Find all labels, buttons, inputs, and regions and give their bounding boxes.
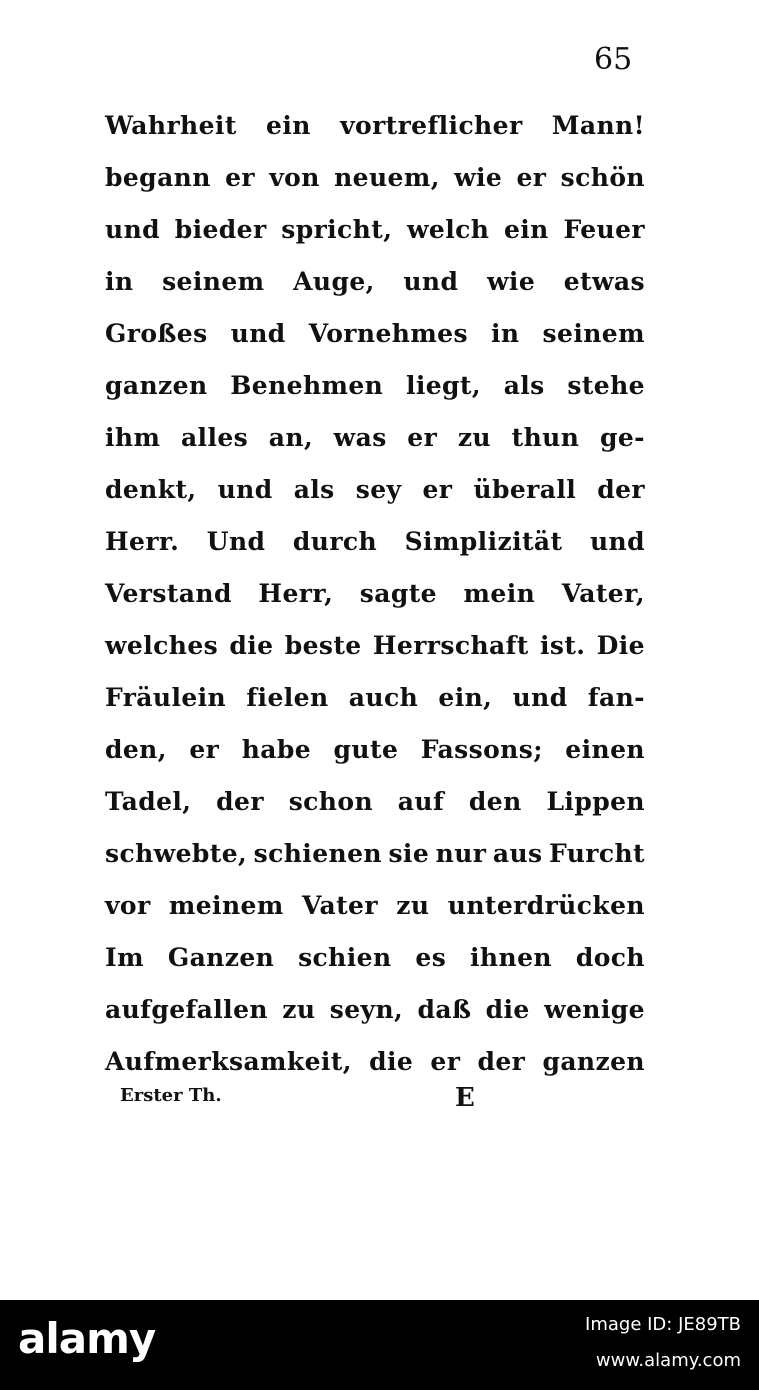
word: stehe bbox=[567, 371, 645, 400]
word: Tadel, bbox=[105, 787, 192, 816]
word: seinem bbox=[162, 267, 265, 296]
word: nur bbox=[435, 839, 487, 868]
word: Aufmerksamkeit, bbox=[105, 1047, 352, 1076]
stock-watermark-bar bbox=[0, 1300, 759, 1390]
word: überall bbox=[473, 475, 577, 504]
word: sie bbox=[388, 839, 430, 868]
word: vor bbox=[105, 891, 151, 920]
word: und bbox=[105, 215, 161, 244]
word: Herrschaft bbox=[372, 631, 529, 660]
word: Vater bbox=[302, 891, 378, 920]
word: schwebte, bbox=[105, 839, 248, 868]
word: mein bbox=[463, 579, 536, 608]
word: Ganzen bbox=[167, 943, 275, 972]
word: habe bbox=[241, 735, 312, 764]
word: Die bbox=[596, 631, 645, 660]
word: wie bbox=[487, 267, 536, 296]
word: und bbox=[589, 527, 645, 556]
text-line bbox=[105, 152, 645, 204]
text-line bbox=[105, 984, 645, 1036]
word: ist. bbox=[539, 631, 586, 660]
text-line bbox=[105, 568, 645, 620]
text-line bbox=[105, 776, 645, 828]
word: ein bbox=[503, 215, 549, 244]
word: einen bbox=[565, 735, 645, 764]
word: sey bbox=[355, 475, 402, 504]
word: seinem bbox=[542, 319, 645, 348]
text-line bbox=[105, 724, 645, 776]
word: ge- bbox=[599, 423, 645, 452]
signature-mark-text: Erster Th. bbox=[120, 1085, 222, 1106]
word: schon bbox=[288, 787, 374, 816]
word: es bbox=[415, 943, 447, 972]
word: was bbox=[333, 423, 387, 452]
word: auf bbox=[397, 787, 445, 816]
word: spricht, bbox=[281, 215, 393, 244]
word: und bbox=[217, 475, 273, 504]
word: Verstand bbox=[105, 579, 232, 608]
word: beste bbox=[284, 631, 362, 660]
word: Benehmen bbox=[230, 371, 384, 400]
text-line bbox=[105, 308, 645, 360]
word: die bbox=[485, 995, 530, 1024]
word: etwas bbox=[563, 267, 645, 296]
stock-logo: alamy bbox=[18, 1314, 156, 1363]
word: daß bbox=[417, 995, 472, 1024]
word: in bbox=[105, 267, 134, 296]
word: die bbox=[369, 1047, 414, 1076]
stock-image-id: Image ID: JE89TB bbox=[585, 1314, 741, 1335]
word: schien bbox=[298, 943, 392, 972]
word: Und bbox=[206, 527, 266, 556]
word: gute bbox=[333, 735, 399, 764]
word: Fräulein bbox=[105, 683, 227, 712]
word: er bbox=[407, 423, 438, 452]
word: welch bbox=[406, 215, 490, 244]
word: er bbox=[422, 475, 453, 504]
word: er bbox=[225, 163, 255, 192]
word: unterdrücken bbox=[447, 891, 645, 920]
word: er bbox=[189, 735, 220, 764]
word: Simplizität bbox=[404, 527, 563, 556]
word: Herr, bbox=[258, 579, 334, 608]
word: der bbox=[597, 475, 645, 504]
word: Auge, bbox=[293, 267, 375, 296]
word: Fassons; bbox=[420, 735, 543, 764]
text-line bbox=[105, 828, 645, 880]
word: denkt, bbox=[105, 475, 197, 504]
word: ganzen bbox=[105, 371, 208, 400]
word: Vater, bbox=[561, 579, 645, 608]
text-line bbox=[105, 516, 645, 568]
body-text bbox=[105, 100, 645, 1088]
text-line bbox=[105, 256, 645, 308]
word: schienen bbox=[253, 839, 382, 868]
text-line bbox=[105, 412, 645, 464]
word: welches bbox=[105, 631, 219, 660]
word: auch bbox=[348, 683, 419, 712]
word: zu bbox=[396, 891, 430, 920]
text-line bbox=[105, 360, 645, 412]
word: als bbox=[293, 475, 335, 504]
word: der bbox=[477, 1047, 526, 1076]
word: ihm bbox=[105, 423, 161, 452]
word: und bbox=[512, 683, 568, 712]
word: zu bbox=[282, 995, 316, 1024]
word: schön bbox=[560, 163, 645, 192]
word: an, bbox=[268, 423, 314, 452]
word: den bbox=[468, 787, 522, 816]
word: Lippen bbox=[546, 787, 645, 816]
signature-letter: E bbox=[455, 1083, 475, 1113]
word: fan- bbox=[587, 683, 645, 712]
page-number: 65 bbox=[594, 42, 633, 77]
word: der bbox=[216, 787, 264, 816]
word: die bbox=[229, 631, 274, 660]
word: Mann! bbox=[551, 111, 645, 140]
word: aufgefallen bbox=[105, 995, 268, 1024]
word: liegt, bbox=[405, 371, 481, 400]
word: er bbox=[430, 1047, 461, 1076]
word: sagte bbox=[359, 579, 437, 608]
word: und bbox=[230, 319, 286, 348]
word: und bbox=[403, 267, 459, 296]
text-line bbox=[105, 672, 645, 724]
stock-url: www.alamy.com bbox=[595, 1350, 741, 1371]
word: durch bbox=[292, 527, 378, 556]
word: alles bbox=[180, 423, 249, 452]
word: in bbox=[491, 319, 520, 348]
word: ein, bbox=[438, 683, 493, 712]
word: vortreflicher bbox=[340, 111, 523, 140]
word: meinem bbox=[168, 891, 284, 920]
word: Furcht bbox=[548, 839, 645, 868]
text-line bbox=[105, 1036, 645, 1088]
word: Großes bbox=[105, 319, 208, 348]
text-line bbox=[105, 880, 645, 932]
word: aus bbox=[492, 839, 543, 868]
word: fielen bbox=[246, 683, 329, 712]
word: ihnen bbox=[470, 943, 552, 972]
word: Feuer bbox=[563, 215, 645, 244]
word: thun bbox=[511, 423, 580, 452]
word: Herr. bbox=[105, 527, 180, 556]
text-line bbox=[105, 204, 645, 256]
word: ein bbox=[266, 111, 311, 140]
word: zu bbox=[457, 423, 491, 452]
word: bieder bbox=[174, 215, 267, 244]
word: Vornehmes bbox=[308, 319, 468, 348]
word: von bbox=[269, 163, 320, 192]
word: wenige bbox=[544, 995, 645, 1024]
text-line bbox=[105, 932, 645, 984]
word: ganzen bbox=[542, 1047, 645, 1076]
word: neuem, bbox=[334, 163, 440, 192]
page-footer bbox=[120, 1085, 500, 1115]
word: als bbox=[503, 371, 545, 400]
word: seyn, bbox=[329, 995, 404, 1024]
word: Wahrheit bbox=[105, 111, 237, 140]
word: wie bbox=[454, 163, 503, 192]
word: begann bbox=[105, 163, 211, 192]
word: den, bbox=[105, 735, 167, 764]
text-line bbox=[105, 464, 645, 516]
text-line bbox=[105, 100, 645, 152]
word: doch bbox=[575, 943, 645, 972]
word: Im bbox=[105, 943, 144, 972]
word: er bbox=[516, 163, 547, 192]
text-line bbox=[105, 620, 645, 672]
